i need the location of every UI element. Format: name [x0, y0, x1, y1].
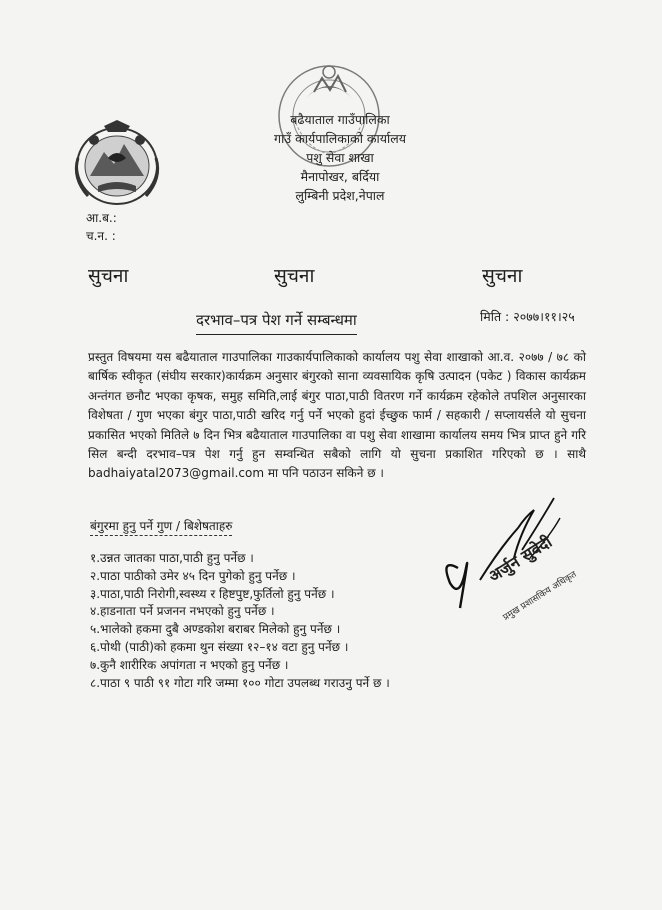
list-item: ३.पाठा,पाठी निरोगी,स्वस्थ्य र हिष्टपुष्ट,फुर्तिलो हुनु पर्नेछ । — [90, 586, 335, 601]
list-item: ७.कुनै शारीरिक अपांगता न भएको हुनु पर्नेछ । — [90, 657, 289, 672]
nepal-emblem-icon — [68, 118, 166, 208]
list-item: ४.हाडनाता पर्ने प्रजनन नभएको हुनु पर्नेछ । — [90, 604, 275, 619]
office-name: गाउँ कार्यपालिकाको कार्यालय — [274, 131, 406, 146]
notice-body: प्रस्तुत विषयमा यस बढैयाताल गाउपालिका गाउकार्यपालिकाको कार्यालय पशु सेवा शाखाको आ.व. २०७७ / ७८ को बार्षिक स्वीकृत (संघीय सरकार)कार्यक्रम अनुसार बंगुरको साना व्यवसायिक कृषि उत्पादन (पकेट ) विकास कार्यक्रम अन्तंगत छनौट भएका कृषक, समुह समिति,लाई बंगुर पाठा,पाठी वितरण गर्ने कार्यक्रम रहेकोले तपशिल अनुसारका विशेषता / गुण भएका बंगुर पाठा,पाठी खरिद गर्नु पर्ने भएको हुदां ईच्छुक फार्म / सहकारी / सप्लायर्सले यो सुचना प्रकासित भएको मितिले ७ दिन भित्र बढैयाताल गाउपालिका वा पशु सेवा शाखामा कार्यालय समय भित्र प्राप्त हुने गरि सिल बन्दी दरभाव–पत्र पेश गर्नु हुन सम्वन्धित सबैको लागि यो सुचना प्रकाशित गरिएको छ । साथै badhaiyatal2073@gmail.com मा पनि पठाउन सकिने छ । — [88, 350, 586, 481]
notice-date: मिति : २०७७।११।२५ — [480, 309, 575, 324]
section-name: पशु सेवा शाखा — [306, 150, 374, 165]
list-item: २.पाठा पाठीको उमेर ४५ दिन पुगेको हुनु पर्नेछ । — [90, 568, 296, 583]
dispatch-number-label: च.न. : — [86, 229, 116, 243]
list-item: १.उन्नत जातका पाठा,पाठी हुनु पर्नेछ । — [90, 551, 254, 565]
office-address: मैनापोखर, बर्दिया — [300, 169, 380, 184]
fiscal-year-label: आ.ब.: — [86, 211, 117, 225]
notice-heading-right: सुचना — [482, 265, 523, 287]
criteria-list — [90, 550, 390, 692]
notice-heading-center: सुचना — [274, 265, 315, 287]
office-header — [230, 110, 450, 205]
municipality-name: बढैयाताल गाउँपालिका — [290, 112, 390, 127]
signatory-title: प्रमुख प्रशासकिय अधिकृत — [501, 569, 579, 624]
signatory-name: अर्जुन सुवेदी — [485, 532, 556, 586]
criteria-heading: बंगुरमा हुनु पर्ने गुण / बिशेषताहरु — [90, 517, 232, 536]
notice-heading-left: सुचना — [88, 265, 129, 287]
list-item: ५.भालेको हकमा दुबै अण्डकोश बराबर मिलेको हुनु पर्नेछ । — [90, 622, 341, 637]
list-item: ८.पाठा ९ पाठी ९१ गोटा गरि जम्मा १०० गोटा उपलब्ध गराउनु पर्ने छ । — [90, 675, 390, 690]
notice-subject: दरभाव–पत्र पेश गर्ने सम्बन्धमा — [196, 310, 357, 335]
office-province: लुम्बिनी प्रदेश,नेपाल — [295, 188, 385, 203]
list-item: ६.पोथी (पाठी)को हकमा थुन संख्या १२–१४ वटा हुनु पर्नेछ । — [90, 639, 349, 654]
